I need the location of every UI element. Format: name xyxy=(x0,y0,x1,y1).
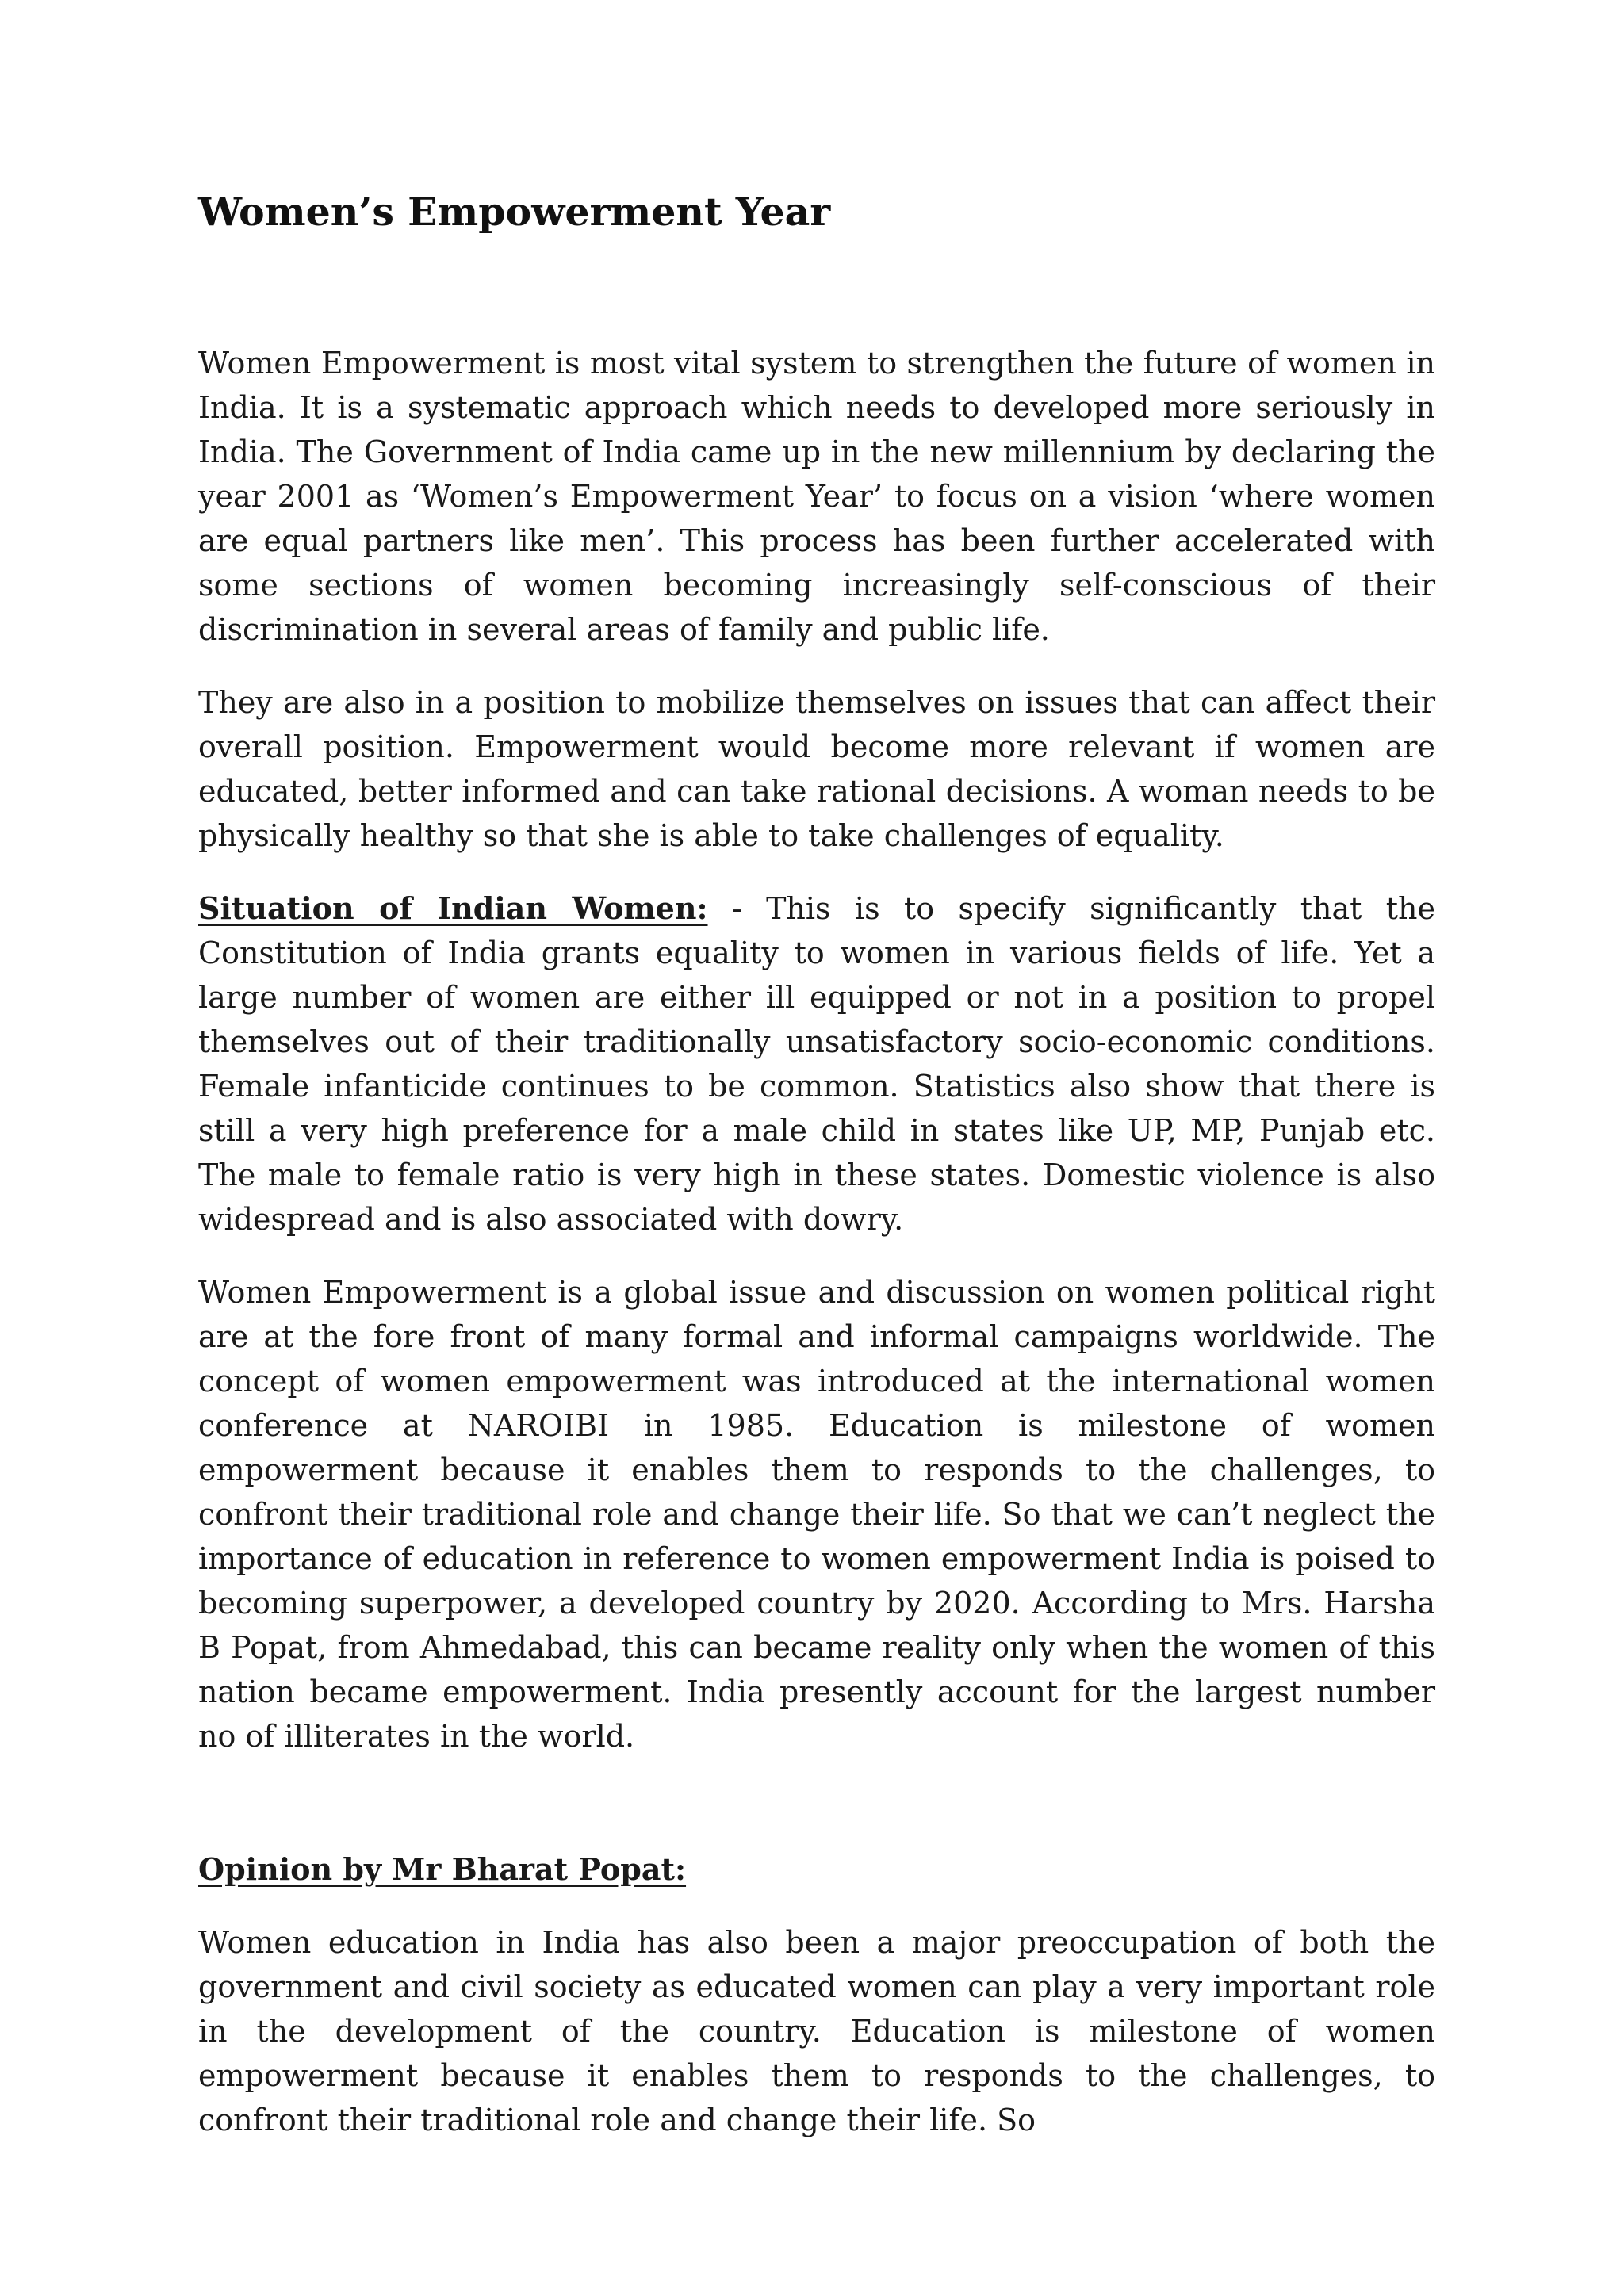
situation-paragraph xyxy=(198,886,1435,1242)
title-spacer xyxy=(198,238,1435,341)
intro-paragraph: Women Empowerment is most vital system to strengthen the future of women in India. It is a systematic approach which needs to developed more seriously in India. The Government of India came up in the new millennium by declaring the year 2001 as ‘Women’s Empowerment Year’ to focus on a vision ‘where women are equal partners like men’. This process has been further accelerated with some sections of women becoming increasingly self-conscious of their discrimination in several areas of family and public life. xyxy=(198,345,1435,647)
document-title: Women’s Empowerment Year xyxy=(198,189,831,235)
opinion-heading: Opinion by Mr Bharat Popat: xyxy=(198,1850,687,1887)
opinion-paragraph: Women education in India has also been a major preoccupation of both the government and civil society as educated women can play a very important role in the development of the country. Education is milestone of women empowerment because it enables them to responds to the challenges, to confront their traditional role and change their life. So xyxy=(198,1924,1435,2137)
document-page xyxy=(198,187,1435,2171)
situation-text: - This is to specify significantly that the Constitution of India grants equality to women in various fields of life. Yet a large number of women are either ill equipped or not in a position to propel themselves out of their traditionally unsatisfactory socio-economic conditions. Female infanticide continues to be common. Statistics also show that there is still a very high preference for a male child in states like UP, MP, Punjab etc. The male to female ratio is very high in these states. Domestic violence is also widespread and is also associated with dowry. xyxy=(198,890,1435,1237)
section-spacer xyxy=(198,1787,1435,1847)
situation-heading: Situation of Indian Women: xyxy=(198,890,708,926)
global-issue-paragraph: Women Empowerment is a global issue and discussion on women political right are at the fore front of many formal and informal campaigns worldwide. The concept of women empowerment was introduced at the international women conference at NAROIBI in 1985. Education is milestone of women empowerment because it enables them to responds to the challenges, to confront their traditional role and change their life. So that we can’t neglect the importance of education in reference to women empowerment India is poised to becoming superpower, a developed country by 2020. According to Mrs. Harsha B Popat, from Ahmedabad, this can became reality only when the women of this nation became empowerment. India presently account for the largest number no of illiterates in the world. xyxy=(198,1274,1435,1754)
mobilize-paragraph: They are also in a position to mobilize themselves on issues that can affect their overall position. Empowerment would become more relevant if women are educated, better informed and can take rational decisions. A woman needs to be physically healthy so that she is able to take challenges of equality. xyxy=(198,684,1435,853)
